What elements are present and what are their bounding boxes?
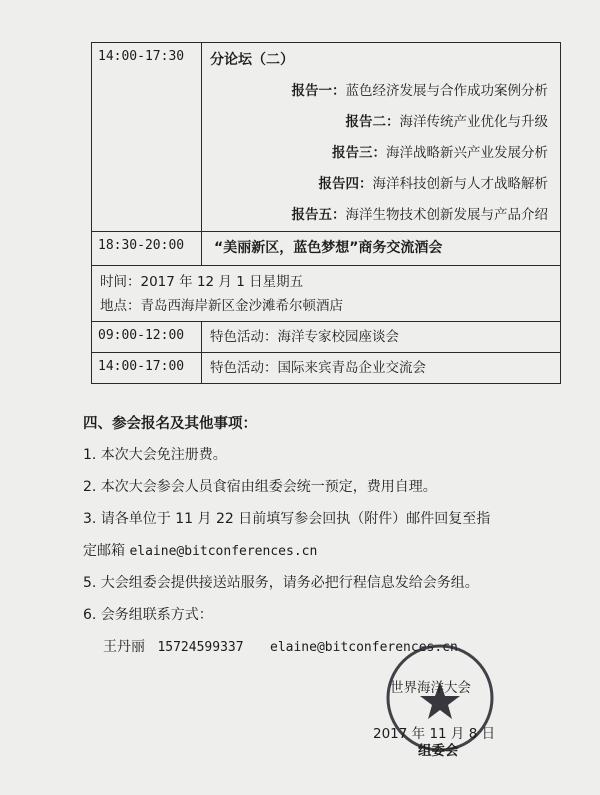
contact-phone: 15724599337	[157, 640, 244, 655]
forum-title: 分论坛（二）	[210, 52, 294, 68]
contact-email[interactable]: elaine@bitconferences.cn	[270, 640, 458, 655]
note-item-3-continued: 定邮箱 elaine@bitconferences.cn	[83, 543, 318, 559]
contact-name: 王丹丽	[103, 639, 145, 655]
report-item: 报告五：海洋生物技术创新发展与产品介绍	[291, 207, 548, 223]
schedule-row-forum	[92, 43, 560, 232]
schedule-row-activity	[92, 353, 560, 383]
note-item-1: 1. 本次大会免注册费。	[83, 447, 227, 463]
signature-block	[370, 640, 570, 770]
report-item: 报告一：蓝色经济发展与合作成功案例分析	[291, 83, 548, 99]
report-item: 报告四：海洋科技创新与人才战略解析	[318, 176, 548, 192]
note-item-6: 6. 会务组联系方式：	[83, 607, 213, 623]
activity-time: 09:00-12:00	[92, 322, 202, 352]
forum-time: 14:00-17:30	[92, 43, 202, 231]
activity-text: 特色活动：国际来宾青岛企业交流会	[210, 360, 426, 376]
signature-committee: 组委会	[418, 743, 459, 759]
note-item-5: 5. 大会组委会提供接送站服务，请务必把行程信息发给会务组。	[83, 575, 479, 591]
schedule-row-activity	[92, 322, 560, 353]
note-item-2: 2. 本次大会参会人员食宿由组委会统一预定，费用自理。	[83, 479, 437, 495]
schedule-row-reception	[92, 232, 560, 266]
activity-time: 14:00-17:00	[92, 353, 202, 383]
schedule-row-day-info	[92, 266, 560, 322]
report-item: 报告三：海洋战略新兴产业发展分析	[332, 145, 548, 161]
reception-title: “美丽新区，蓝色梦想”商务交流酒会	[214, 240, 443, 256]
notes-heading: 四、参会报名及其他事项：	[83, 416, 257, 432]
day-time-line: 时间：2017 年 12 月 1 日星期五	[100, 274, 304, 290]
day-place-line: 地点：青岛西海岸新区金沙滩希尔顿酒店	[100, 298, 343, 314]
activity-text: 特色活动：海洋专家校园座谈会	[210, 329, 399, 345]
note-item-3: 3. 请各单位于 11 月 22 日前填写参会回执（附件）邮件回复至指	[83, 511, 491, 527]
note-email-link[interactable]: elaine@bitconferences.cn	[129, 544, 318, 559]
schedule-table	[91, 42, 561, 384]
report-item: 报告二：海洋传统产业优化与升级	[345, 114, 548, 130]
signature-org: 世界海洋大会	[390, 680, 471, 696]
signature-date: 2017 年 11 月 8 日	[373, 726, 496, 742]
reception-time: 18:30-20:00	[92, 232, 202, 265]
